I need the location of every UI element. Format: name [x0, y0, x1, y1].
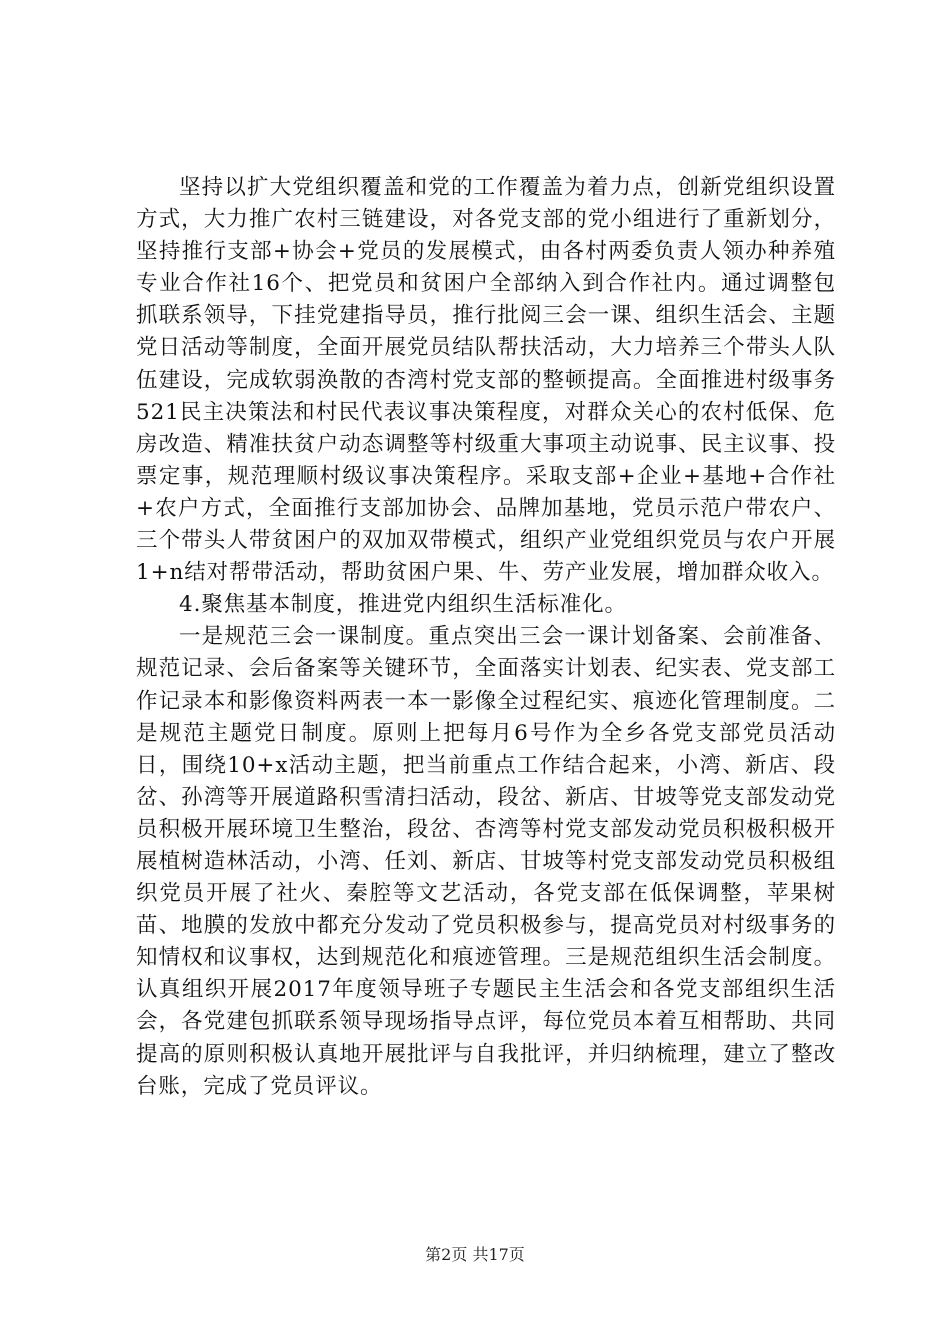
section-heading: 4.聚焦基本制度，推进党内组织生活标准化。 — [179, 592, 627, 618]
body-paragraph-2: 一是规范三会一课制度。重点突出三会一课计划备案、会前准备、规范记录、会后备案等关键环节，全面落实计划表、纪实表、党支部工作记录本和影像资料两表一本一影像全过程纪实、痕迹化管理制度。二是规范主题党日制度。原则上把每月6号作为全乡各党支部党员活动日，围绕10+x活动主题，把当前重点工作结合起来，小湾、新店、段岔、孙湾等开展道路积雪清扫活动，段岔、新店、甘坡等党支部发动党员积极开展环境卫生整治，段岔、杏湾等村党支部发动党员积极积极开展植树造林活动，小湾、任刘、新店、甘坡等村党支部发动党员积极组织党员开展了社火、秦腔等文艺活动，各党支部在低保调整，苹果树苗、地膜的发放中都充分发动了党员积极参与，提高党员对村级事务的知情权和议事权，达到规范化和痕迹管理。三是规范组织生活会制度。认真组织开展2017年度领导班子专题民主生活会和各党支部组织生活会，各党建包抓联系领导现场指导点评，每位党员本着互相帮助、共同提高的原则积极认真地开展批评与自我批评，并归纳梳理，建立了整改台账，完成了党员评议。 — [136, 624, 836, 1099]
document-body — [136, 172, 836, 1103]
page-number-footer: 第2页 共17页 — [425, 1245, 525, 1264]
body-paragraph-1: 坚持以扩大党组织覆盖和党的工作覆盖为着力点，创新党组织设置方式，大力推广农村三链建设，对各党支部的党小组进行了重新划分，坚持推行支部+协会+党员的发展模式，由各村两委负责人领办种养殖专业合作社16个、把党员和贫困户全部纳入到合作社内。通过调整包抓联系领导，下挂党建指导员，推行批阅三会一课、组织生活会、主题党日活动等制度，全面开展党员结队帮扶活动，大力培养三个带头人队伍建设，完成软弱涣散的杏湾村党支部的整顿提高。全面推进村级事务521民主决策法和村民代表议事决策程度，对群众关心的农村低保、危房改造、精准扶贫户动态调整等村级重大事项主动说事、民主议事、投票定事，规范理顺村级议事决策程序。采取支部+企业+基地+合作社+农户方式，全面推行支部加协会、品牌加基地，党员示范户带农户、三个带头人带贫困户的双加双带模式，组织产业党组织党员与农户开展1+n结对帮带活动，帮助贫困户果、牛、劳产业发展，增加群众收入。 — [136, 175, 836, 586]
